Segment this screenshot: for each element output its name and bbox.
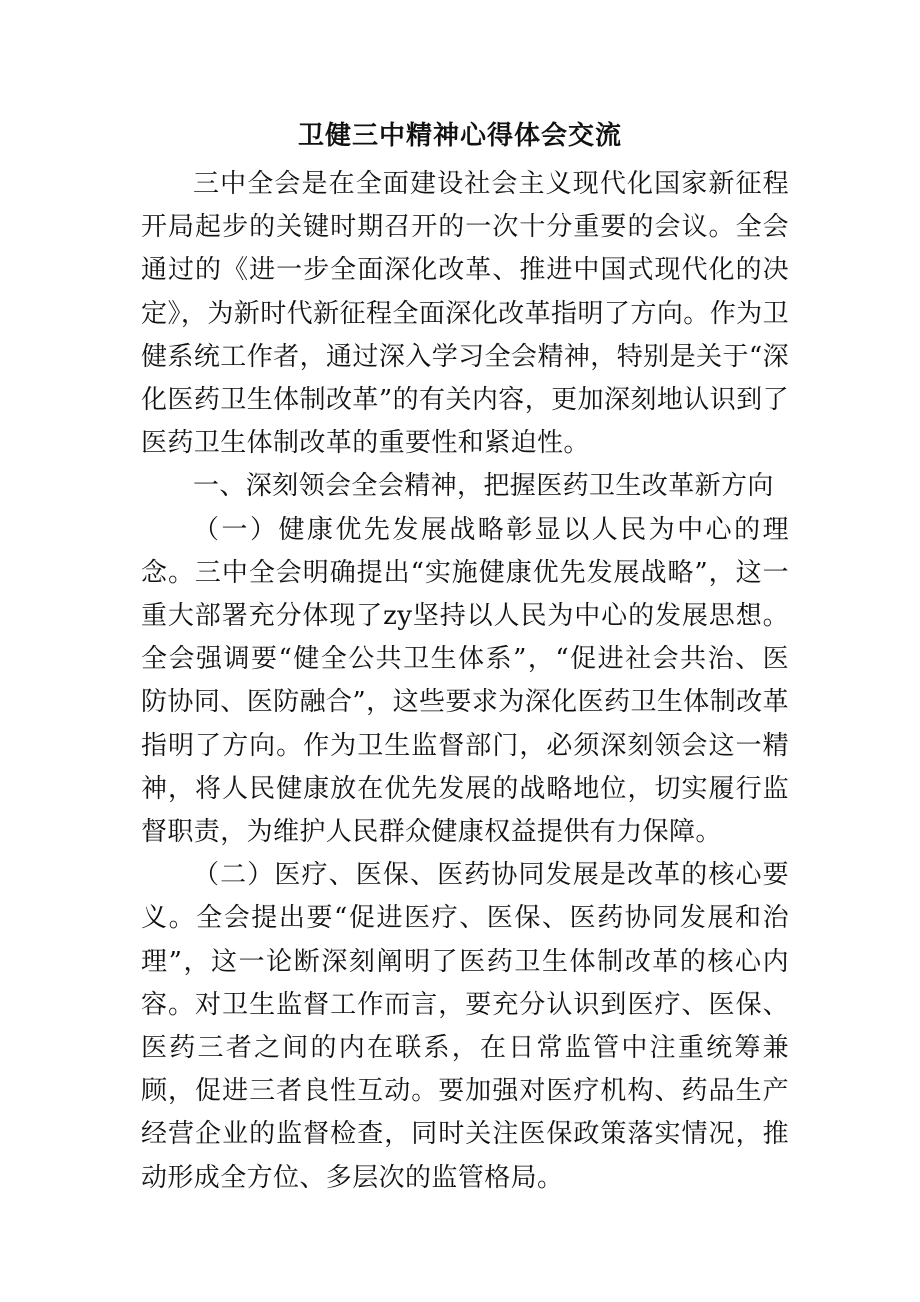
document-title: 卫健三中精神心得体会交流 — [297, 121, 622, 151]
intro-paragraph: 三中全会是在全面建设社会主义现代化国家新征程开局起步的关键时期召开的一次十分重要的会议。全会通过的《进一步全面深化改革、推进中国式现代化的决定》，为新时代新征程全面深化改革指明了方向。作为卫健系统工作者，通过深入学习全会精神，特别是关于“深化医药卫生体制改革”的有关内容，更加深刻地认识到了医药卫生体制改革的重要性和紧迫性。 — [141, 169, 789, 459]
document-body — [141, 163, 789, 1200]
section-heading: 一、深刻领会全会精神，把握医药卫生改革新方向 — [193, 471, 774, 502]
subsection-paragraph-2: （二）医疗、医保、医药协同发展是改革的核心要义。全会提出要“促进医疗、医保、医药协同发展和治理”，这一论断深刻阐明了医药卫生体制改革的核心内容。对卫生监督工作而言，要充分认识到医疗、医保、医药三者之间的内在联系，在日常监管中注重统筹兼顾，促进三者良性互动。要加强对医疗机构、药品生产经营企业的监督检查，同时关注医保政策落实情况，推动形成全方位、多层次的监管格局。 — [141, 860, 789, 1193]
subsection-paragraph-1: （一）健康优先发展战略彰显以人民为中心的理念。三中全会明确提出“实施健康优先发展战略”，这一重大部署充分体现了zy坚持以人民为中心的发展思想。全会强调要“健全公共卫生体系”，“促进社会共治、医防协同、医防融合”，这些要求为深化医药卫生体制改革指明了方向。作为卫生监督部门，必须深刻领会这一精神，将人民健康放在优先发展的战略地位，切实履行监督职责，为维护人民群众健康权益提供有力保障。 — [141, 514, 789, 848]
